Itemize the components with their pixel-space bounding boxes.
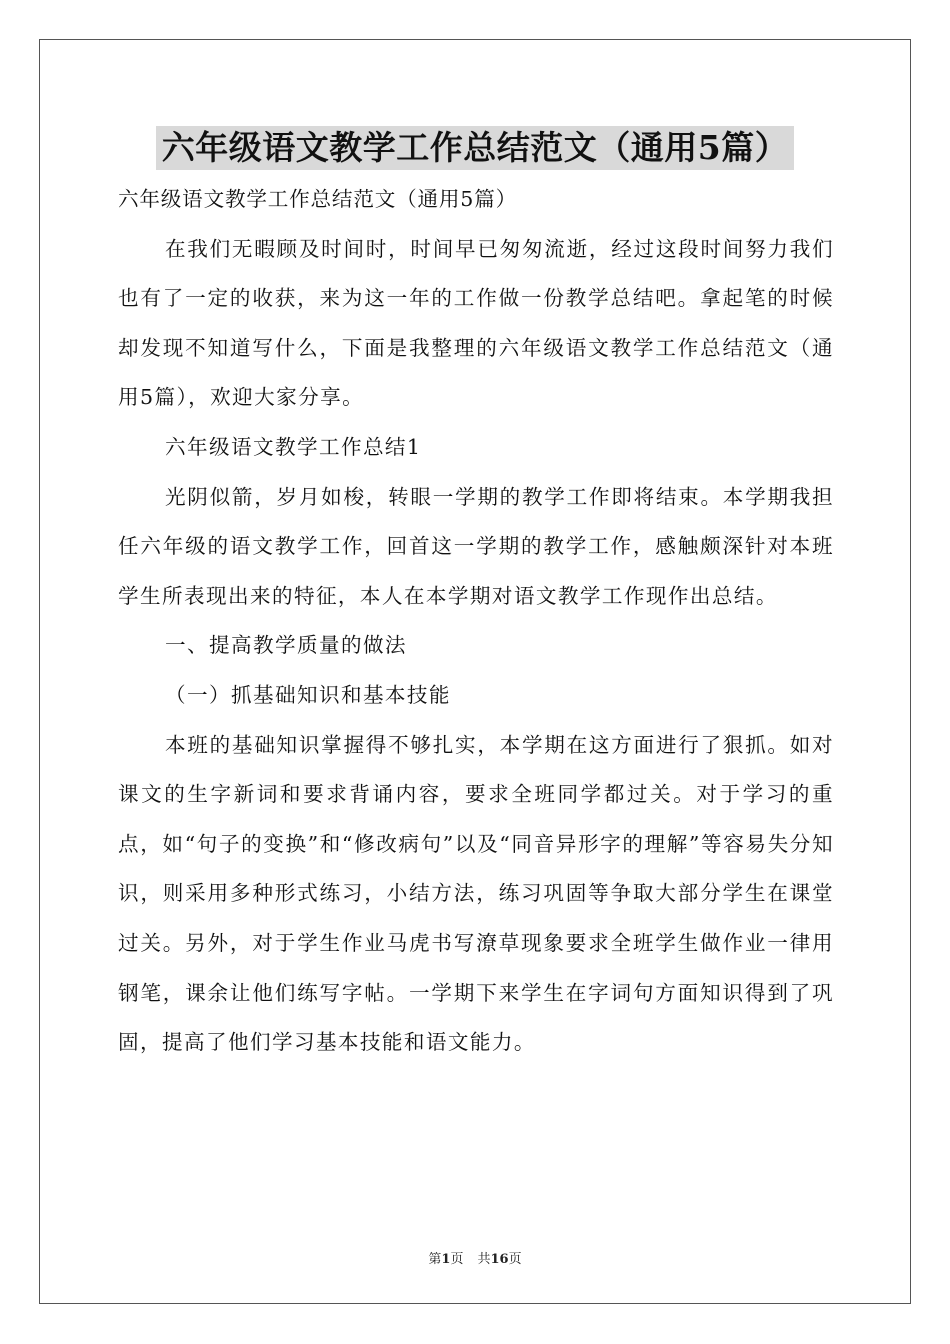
title-area	[0, 126, 950, 170]
document-body	[118, 175, 834, 1068]
paragraph-intro: 在我们无暇顾及时间时，时间早已匆匆流逝，经过这段时间努力我们也有了一定的收获，来为这一年的工作做一份教学总结吧。拿起笔的时候却发现不知道写什么，下面是我整理的六年级语文教学工作总结范文（通用5篇），欢迎大家分享。	[118, 236, 834, 410]
paragraph-summary: 光阴似箭，岁月如梭，转眼一学期的教学工作即将结束。本学期我担任六年级的语文教学工作，回首这一学期的教学工作，感触颇深针对本班学生所表现出来的特征，本人在本学期对语文教学工作现作出总结。	[118, 484, 834, 608]
page-footer	[0, 1248, 950, 1267]
section-heading-methods: 一、提高教学质量的做法	[165, 633, 407, 658]
page-number: 1	[441, 1252, 451, 1267]
paragraph-subtitle: 六年级语文教学工作总结范文（通用5篇）	[118, 187, 517, 211]
page-prefix: 第	[428, 1252, 442, 1267]
page-suffix: 页	[450, 1252, 464, 1267]
total-prefix: 共	[477, 1252, 491, 1267]
subsection-heading-basics: （一）抓基础知识和基本技能	[165, 682, 451, 707]
section-heading-1: 六年级语文教学工作总结1	[165, 434, 422, 459]
paragraph-basics: 本班的基础知识掌握得不够扎实，本学期在这方面进行了狠抓。如对课文的生字新词和要求背诵内容，要求全班同学都过关。对于学习的重点，如“句子的变换”和“修改病句”以及“同音异形字的理解”等容易失分知识，则采用多种形式练习，小结方法，练习巩固等争取大部分学生在课堂过关。另外，对于学生作业马虎书写潦草现象要求全班学生做作业一律用钢笔，课余让他们练写字帖。一学期下来学生在字词句方面知识得到了巩固，提高了他们学习基本技能和语文能力。	[118, 732, 834, 1055]
document-title: 六年级语文教学工作总结范文（通用5篇）	[156, 126, 794, 170]
total-suffix: 页	[508, 1252, 522, 1267]
total-pages: 16	[490, 1252, 509, 1267]
